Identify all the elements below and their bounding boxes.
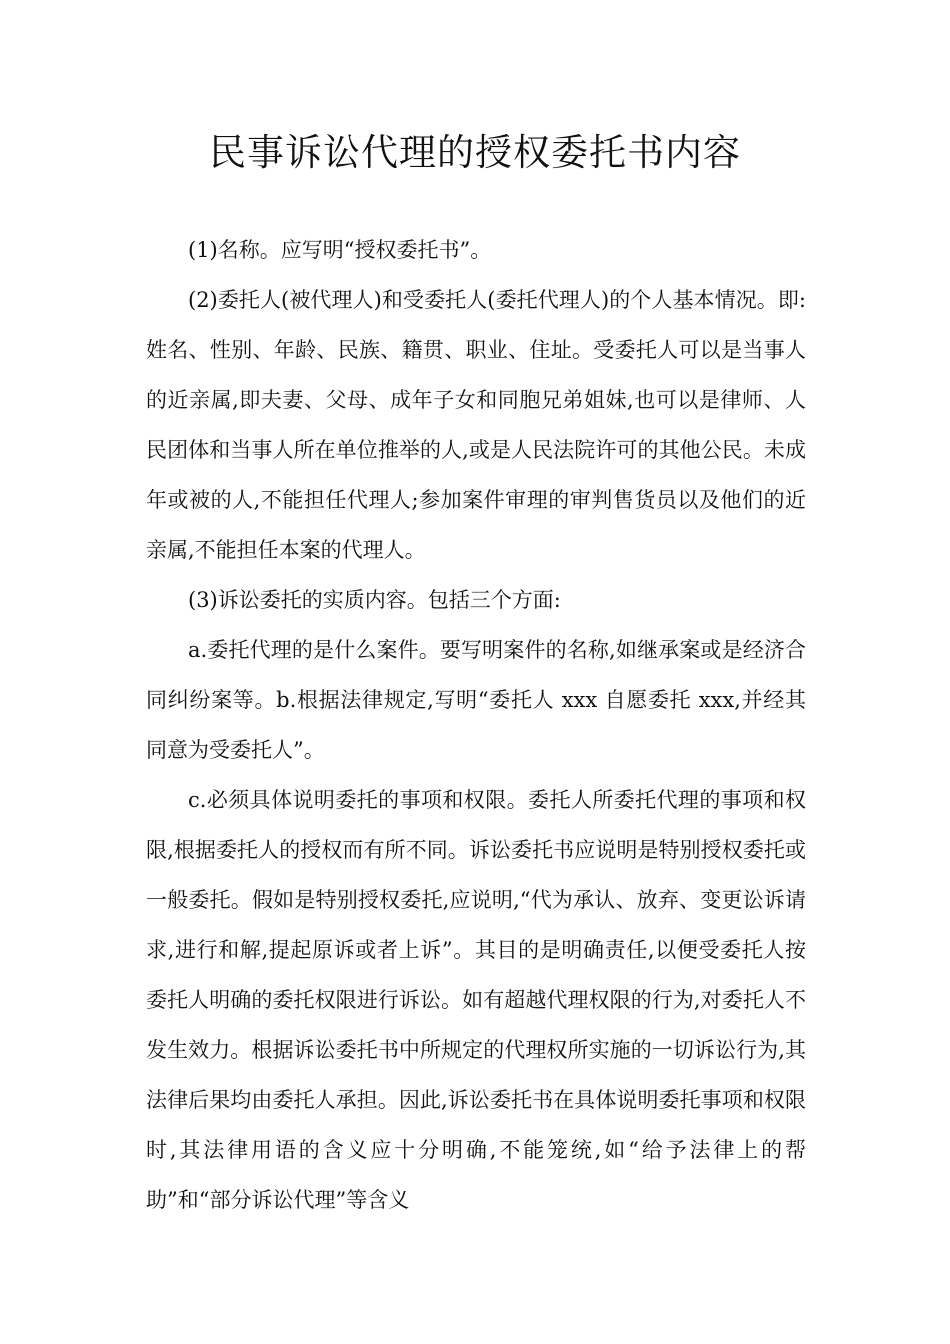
document-title: 民事诉讼代理的授权委托书内容 [209, 131, 741, 174]
paragraph-name: (1)名称。应写明“授权委托书”。 [188, 238, 492, 262]
paragraph-case-type: a.委托代理的是什么案件。要写明案件的名称,如继承案或是经济合同纠纷案等。b.根据法律规定,写明“委托人 xxx 自愿委托 xxx,并经其同意为受委托人”。 [146, 638, 806, 762]
paragraph-parties: (2)委托人(被代理人)和受委托人(委托代理人)的个人基本情况。即:姓名、性别、年龄、民族、籍贯、职业、住址。受委托人可以是当事人的近亲属,即夫妻、父母、成年子女和同胞兄弟姐妹,也可以是律师、人民团体和当事人所在单位推举的人,或是人民法院许可的其他公民。未成年或被的人,不能担任代理人;参加案件审理的审判售货员以及他们的近亲属,不能担任本案的代理人。 [146, 288, 806, 562]
paragraph-authority: c.必须具体说明委托的事项和权限。委托人所委托代理的事项和权限,根据委托人的授权而有所不同。诉讼委托书应说明是特别授权委托或一般委托。假如是特别授权委托,应说明,“代为承认、放弃、变更讼诉请求,进行和解,提起原诉或者上诉”。其目的是明确责任,以便受委托人按委托人明确的委托权限进行诉讼。如有超越代理权限的行为,对委托人不发生效力。根据诉讼委托书中所规定的代理权所实施的一切诉讼行为,其法律后果均由委托人承担。因此,诉讼委托书在具体说明委托事项和权限时,其法律用语的含义应十分明确,不能笼统,如“给予法律上的帮助”和“部分诉讼代理”等含义 [146, 788, 806, 1212]
document-body [146, 225, 806, 1225]
paragraph-content-intro: (3)诉讼委托的实质内容。包括三个方面: [188, 588, 561, 612]
